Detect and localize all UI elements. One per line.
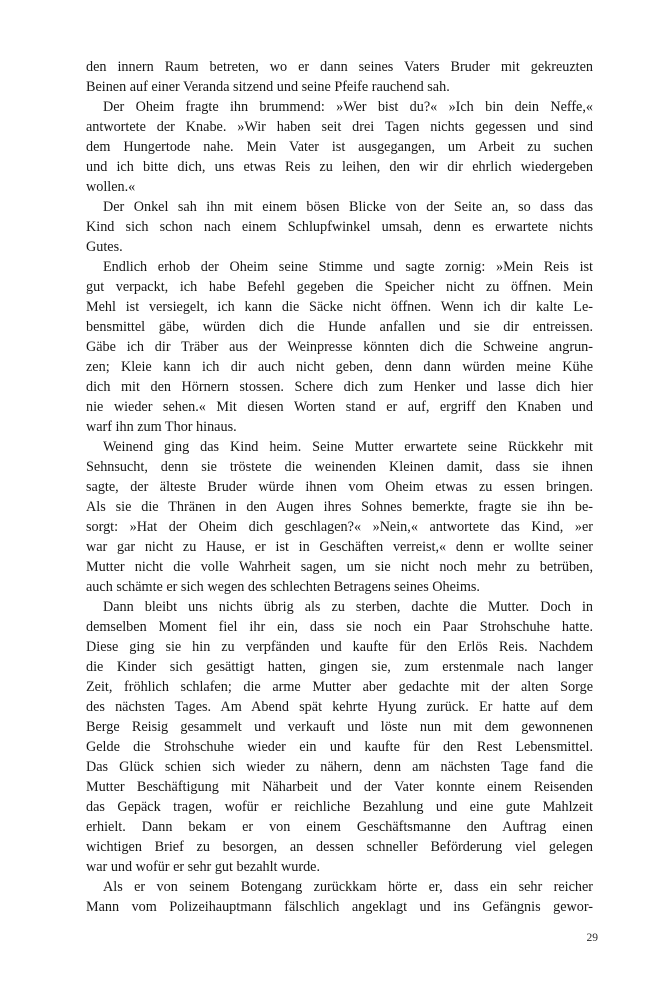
text-line: sagte, der älteste Bruder würde ihnen vom Oheim etwas zu essen bringen. — [86, 479, 593, 495]
text-line: den innern Raum betreten, wo er dann seines Vaters Bruder mit gekreuzten — [86, 59, 593, 75]
text-line: erhielt. Dann bekam er von einem Geschäftsmanne den Auftrag einen — [86, 819, 593, 835]
text-line: Sehnsucht, denn sie tröstete die weinenden Kleinen damit, dass sie ihnen — [86, 459, 593, 475]
text-line: sorgt: »Hat der Oheim dich geschlagen?« »Nein,« antwortete das Kind, »er — [86, 519, 593, 535]
text-line: gut verpackt, ich habe Befehl gegeben die Speicher nicht zu öffnen. Mein — [86, 279, 593, 295]
text-line: war und wofür er sehr gut bezahlt wurde. — [86, 859, 321, 875]
text-line: und ich bitte dich, uns etwas Reis zu leihen, den wir dir ehrlich wiedergeben — [86, 159, 593, 175]
text-line: wichtigen Brief zu besorgen, an dessen schneller Beförderung viel gelegen — [86, 839, 593, 855]
text-line: war gar nicht zu Hause, er ist in Geschäften verreist,« denn er wollte seiner — [86, 539, 593, 555]
text-line: Mutter Beschäftigung mit Näharbeit und der Vater konnte einem Reisenden — [86, 779, 593, 795]
text-line: auch schämte er sich wegen des schlechten Betragens seines Oheims. — [86, 579, 480, 595]
text-line: Dann bleibt uns nichts übrig als zu sterben, dachte die Mutter. Doch in — [103, 599, 593, 615]
text-line: Kind sich schon nach einem Schlupfwinkel umsah, denn es erwartete nichts — [86, 219, 593, 235]
text-line: Mehl ist versiegelt, ich kann die Säcke nicht öffnen. Wenn ich dir kalte Le- — [86, 299, 593, 315]
text-line: Das Glück schien sich wieder zu nähern, denn am nächsten Tage fand die — [86, 759, 593, 775]
text-line: Beinen auf einer Veranda sitzend und seine Pfeife rauchend sah. — [86, 79, 450, 95]
text-line: das Gepäck tragen, wofür er reichliche Bezahlung und eine gute Mahlzeit — [86, 799, 593, 815]
text-line: Zeit, fröhlich schlafen; die arme Mutter aber gedachte mit der alten Sorge — [86, 679, 593, 695]
page-text — [86, 57, 593, 917]
text-line: Der Oheim fragte ihn brummend: »Wer bist du?« »Ich bin dein Neffe,« — [103, 99, 593, 115]
text-line: demselben Moment fiel ihr ein, dass sie noch ein Paar Strohschuhe hatte. — [86, 619, 593, 635]
text-line: zen; Kleie kann ich dir auch nicht geben, denn dann würden meine Kühe — [86, 359, 593, 375]
text-line: Gutes. — [86, 239, 123, 255]
text-line: dem Hungertode nahe. Mein Vater ist ausgegangen, um Arbeit zu suchen — [86, 139, 593, 155]
text-line: dich mit den Hörnern stossen. Schere dich zum Henker und lasse dich hier — [86, 379, 593, 395]
text-line: Als er von seinem Botengang zurückkam hörte er, dass ein sehr reicher — [103, 879, 593, 895]
text-line: warf ihn zum Thor hinaus. — [86, 419, 237, 435]
text-line: Mutter nicht die volle Wahrheit sagen, um sie nicht noch mehr zu betrüben, — [86, 559, 593, 575]
text-line: Endlich erhob der Oheim seine Stimme und sagte zornig: »Mein Reis ist — [103, 259, 593, 275]
text-line: Berge Reisig gesammelt und verkauft und löste nun mit dem gewonnenen — [86, 719, 593, 735]
text-line: bensmittel gäbe, würden dich die Hunde anfallen und sie dir entreissen. — [86, 319, 593, 335]
page-number: 29 — [586, 932, 598, 944]
text-line: des nächsten Tages. Am Abend spät kehrte Hyung zurück. Er hatte auf dem — [86, 699, 593, 715]
text-line: antwortete der Knabe. »Wir haben seit drei Tagen nichts gegessen und sind — [86, 119, 593, 135]
text-line: wollen.« — [86, 179, 136, 195]
text-line: nie wieder sehen.« Mit diesen Worten stand er auf, ergriff den Knaben und — [86, 399, 593, 415]
text-line: Gäbe ich dir Träber aus der Weinpresse könnten dich die Schweine angrun- — [86, 339, 593, 355]
text-line: Der Onkel sah ihn mit einem bösen Blicke von der Seite an, so dass das — [103, 199, 593, 215]
text-line: Weinend ging das Kind heim. Seine Mutter erwartete seine Rückkehr mit — [103, 439, 593, 455]
text-line: Als sie die Thränen in den Augen ihres Sohnes bemerkte, fragte sie ihn be- — [86, 499, 593, 515]
text-line: Mann vom Polizeihauptmann fälschlich angeklagt und ins Gefängnis gewor- — [86, 899, 593, 915]
text-line: Gelde die Strohschuhe wieder ein und kaufte für den Rest Lebensmittel. — [86, 739, 593, 755]
text-line: die Kinder sich gesättigt hatten, gingen sie, zum erstenmale nach langer — [86, 659, 593, 675]
text-line: Diese ging sie hin zu verpfänden und kaufte für den Erlös Reis. Nachdem — [86, 639, 593, 655]
